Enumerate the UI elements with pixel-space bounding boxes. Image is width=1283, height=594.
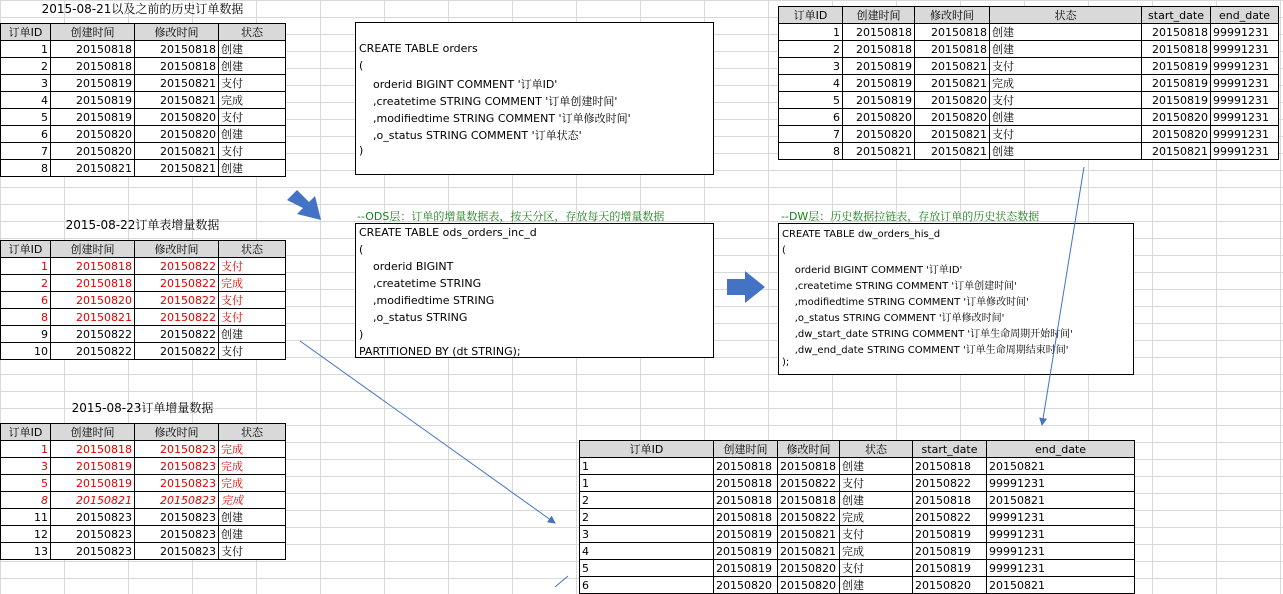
- sql-line: PARTITIONED BY (dt STRING);: [359, 345, 521, 358]
- table-cell: 20150818: [714, 492, 778, 509]
- table-cell: 99991231: [1211, 58, 1279, 75]
- table-cell: 20150821: [51, 309, 135, 326]
- ods-comment: --ODS层：订单的增量数据表，按天分区，存放每天的增量数据: [357, 210, 665, 223]
- table-cell: 13: [1, 543, 51, 560]
- table-cell: 11: [1, 509, 51, 526]
- table-cell: 3: [779, 58, 843, 75]
- column-header: end_date: [1211, 7, 1279, 24]
- table-cell: 20150821: [778, 543, 840, 560]
- table-cell: 20150818: [915, 24, 990, 41]
- sql-line: ,modifiedtime STRING COMMENT '订单修改时间': [782, 297, 1029, 308]
- table-cell: 99991231: [987, 543, 1135, 560]
- sql-line: ,o_status STRING COMMENT '订单修改时间': [782, 313, 1005, 324]
- table-cell: 20150818: [51, 441, 135, 458]
- table-cell: 99991231: [1211, 109, 1279, 126]
- table-cell: 20150821: [987, 492, 1135, 509]
- table-cell: 支付: [219, 292, 286, 309]
- sql-line: ): [359, 144, 364, 157]
- table-cell: 99991231: [987, 526, 1135, 543]
- column-header: 修改时间: [135, 24, 219, 41]
- table-cell: 20150818: [843, 41, 915, 58]
- table-cell: 20150818: [913, 492, 987, 509]
- sql-line: ,modifiedtime STRING COMMENT '订单修改时间': [359, 112, 631, 125]
- sql-line: ,dw_start_date STRING COMMENT '订单生命周期开始时间': [782, 329, 1073, 340]
- column-header: 创建时间: [51, 424, 135, 441]
- table-cell: 创建: [219, 326, 286, 343]
- table-cell: 20150818: [1142, 24, 1211, 41]
- table-cell: 20150819: [913, 560, 987, 577]
- sql-line: ,createtime STRING: [359, 277, 482, 290]
- column-header: 状态: [219, 24, 286, 41]
- column-header: 修改时间: [915, 7, 990, 24]
- table-cell: 20150819: [714, 560, 778, 577]
- table-cell: 20150821: [135, 92, 219, 109]
- table-cell: 2: [580, 509, 714, 526]
- table-cell: 3: [1, 75, 51, 92]
- table-cell: 99991231: [987, 509, 1135, 526]
- table-cell: 20150819: [913, 526, 987, 543]
- column-header: start_date: [1142, 7, 1211, 24]
- table-cell: 完成: [219, 441, 286, 458]
- table-cell: 20150820: [51, 292, 135, 309]
- table-cell: 99991231: [987, 475, 1135, 492]
- table-cell: 20150819: [913, 543, 987, 560]
- table-cell: 20150818: [51, 41, 135, 58]
- sql-line: CREATE TABLE orders: [359, 42, 478, 55]
- table-cell: 支付: [219, 75, 286, 92]
- table-cell: 20150822: [778, 475, 840, 492]
- table-cell: 创建: [840, 492, 913, 509]
- column-header: 状态: [990, 7, 1142, 24]
- sql-line: ,dw_end_date STRING COMMENT '订单生命周期结束时间': [782, 345, 1069, 356]
- sql-line: orderid BIGINT COMMENT '订单ID': [359, 78, 558, 91]
- table-cell: 支付: [990, 92, 1142, 109]
- table-cell: 20150820: [913, 577, 987, 594]
- table-cell: 20150823: [51, 543, 135, 560]
- table-cell: 支付: [219, 309, 286, 326]
- table-cell: 99991231: [1211, 143, 1279, 160]
- table-cell: 20150821: [51, 160, 135, 177]
- table-cell: 20150818: [51, 258, 135, 275]
- sql-line: ,modifiedtime STRING: [359, 294, 495, 307]
- table-cell: 支付: [990, 126, 1142, 143]
- table-cell: 99991231: [1211, 75, 1279, 92]
- table-cell: 20150820: [843, 126, 915, 143]
- sql-line: CREATE TABLE ods_orders_inc_d: [359, 226, 537, 239]
- dw-comment: --DW层：历史数据拉链表，存放订单的历史状态数据: [781, 210, 1040, 223]
- table-cell: 5: [1, 475, 51, 492]
- table-cell: 20150820: [135, 126, 219, 143]
- table-cell: 4: [779, 75, 843, 92]
- table-cell: 完成: [219, 458, 286, 475]
- table-cell: 99991231: [1211, 126, 1279, 143]
- table-cell: 20150821: [51, 492, 135, 509]
- column-header: 订单ID: [580, 441, 714, 458]
- table-cell: 完成: [219, 492, 286, 509]
- table-cell: 20150822: [51, 326, 135, 343]
- column-header: 订单ID: [1, 424, 51, 441]
- table-cell: 3: [1, 458, 51, 475]
- table-cell: 20150823: [135, 475, 219, 492]
- column-header: 创建时间: [51, 24, 135, 41]
- table-cell: 支付: [219, 109, 286, 126]
- table-cell: 99991231: [1211, 92, 1279, 109]
- table-cell: 20150819: [1142, 92, 1211, 109]
- column-header: 订单ID: [779, 7, 843, 24]
- column-header: 订单ID: [1, 241, 51, 258]
- table-cell: 7: [779, 126, 843, 143]
- table-cell: 20150819: [51, 458, 135, 475]
- table-cell: 5: [580, 560, 714, 577]
- table-cell: 20150823: [51, 526, 135, 543]
- table-cell: 20150823: [135, 441, 219, 458]
- table-cell: 20150818: [135, 58, 219, 75]
- table-cell: 创建: [219, 160, 286, 177]
- sql-line: ,o_status STRING COMMENT '订单状态': [359, 129, 582, 142]
- table-cell: 20150821: [135, 143, 219, 160]
- table-cell: 9: [1, 326, 51, 343]
- table-cell: 20150822: [51, 343, 135, 360]
- table-cell: 2: [580, 492, 714, 509]
- sql-line: ,o_status STRING: [359, 311, 468, 324]
- table-cell: 20150819: [51, 109, 135, 126]
- table-cell: 20150823: [135, 509, 219, 526]
- table-cell: 20150820: [778, 577, 840, 594]
- table-cell: 完成: [840, 509, 913, 526]
- table-cell: 20150818: [714, 475, 778, 492]
- table-cell: 支付: [990, 58, 1142, 75]
- table-cell: 支付: [219, 543, 286, 560]
- table-cell: 2: [779, 41, 843, 58]
- table-cell: 20150818: [51, 58, 135, 75]
- table-cell: 20150818: [778, 458, 840, 475]
- table-cell: 20150818: [1142, 41, 1211, 58]
- table-cell: 1: [779, 24, 843, 41]
- table-cell: 99991231: [1211, 41, 1279, 58]
- table-cell: 1: [1, 41, 51, 58]
- table-cell: 4: [1, 92, 51, 109]
- table-cell: 20150821: [915, 126, 990, 143]
- table-cell: 20150823: [135, 492, 219, 509]
- table-cell: 支付: [840, 560, 913, 577]
- sql-line: (: [782, 245, 786, 256]
- table-cell: 创建: [840, 458, 913, 475]
- table-cell: 20150821: [915, 75, 990, 92]
- table-cell: 20150823: [135, 526, 219, 543]
- table-cell: 创建: [990, 109, 1142, 126]
- table-cell: 20150819: [51, 75, 135, 92]
- table-cell: 20150822: [913, 509, 987, 526]
- sql-line: (: [359, 59, 364, 72]
- column-header: 状态: [219, 424, 286, 441]
- table-cell: 20150821: [843, 143, 915, 160]
- table-cell: 1: [580, 458, 714, 475]
- table-cell: 2: [1, 275, 51, 292]
- sql-line: ): [359, 328, 364, 341]
- table-cell: 20150821: [135, 160, 219, 177]
- table-cell: 创建: [840, 577, 913, 594]
- table-cell: 20150819: [843, 92, 915, 109]
- table-cell: 支付: [219, 258, 286, 275]
- table-cell: 创建: [219, 526, 286, 543]
- column-header: 订单ID: [1, 24, 51, 41]
- column-header: start_date: [913, 441, 987, 458]
- sql-line: (: [359, 243, 364, 256]
- table-cell: 8: [779, 143, 843, 160]
- table-cell: 20150821: [915, 143, 990, 160]
- table-cell: 创建: [219, 58, 286, 75]
- table-cell: 完成: [219, 92, 286, 109]
- sql-line: orderid BIGINT COMMENT '订单ID': [782, 265, 963, 276]
- column-header: 状态: [219, 241, 286, 258]
- column-header: 状态: [840, 441, 913, 458]
- table-cell: 20150821: [987, 458, 1135, 475]
- table-cell: 8: [1, 492, 51, 509]
- table-cell: 创建: [990, 24, 1142, 41]
- table-cell: 20150822: [778, 509, 840, 526]
- table-cell: 20150822: [913, 475, 987, 492]
- column-header: 创建时间: [714, 441, 778, 458]
- table-cell: 20150821: [778, 526, 840, 543]
- table-cell: 支付: [219, 143, 286, 160]
- table-cell: 20150820: [1142, 109, 1211, 126]
- table-cell: 12: [1, 526, 51, 543]
- table-cell: 20150820: [135, 109, 219, 126]
- table-cell: 7: [1, 143, 51, 160]
- table-cell: 20150819: [714, 543, 778, 560]
- table-cell: 支付: [840, 526, 913, 543]
- table-cell: 20150822: [135, 343, 219, 360]
- table-cell: 8: [1, 160, 51, 177]
- table-cell: 20150822: [135, 309, 219, 326]
- table-cell: 20150820: [778, 560, 840, 577]
- table-cell: 20150819: [1142, 75, 1211, 92]
- column-header: 修改时间: [778, 441, 840, 458]
- table-cell: 20150821: [987, 577, 1135, 594]
- table-cell: 6: [1, 126, 51, 143]
- column-header: 创建时间: [51, 241, 135, 258]
- table-cell: 20150821: [915, 58, 990, 75]
- table-cell: 20150819: [843, 58, 915, 75]
- table-cell: 创建: [219, 126, 286, 143]
- table-cell: 4: [580, 543, 714, 560]
- sql-line: CREATE TABLE dw_orders_his_d: [782, 229, 941, 240]
- table-cell: 20150820: [915, 109, 990, 126]
- sql-line: ,createtime STRING COMMENT '订单创建时间': [359, 95, 618, 108]
- table-cell: 创建: [219, 509, 286, 526]
- sql-line: );: [782, 357, 790, 368]
- table-cell: 20150818: [714, 458, 778, 475]
- table-cell: 20150822: [135, 326, 219, 343]
- table-cell: 5: [1, 109, 51, 126]
- table-cell: 20150818: [135, 41, 219, 58]
- table-cell: 完成: [990, 75, 1142, 92]
- table1-title: 2015-08-21以及之前的历史订单数据: [41, 2, 244, 16]
- table3-title: 2015-08-23订单增量数据: [71, 401, 214, 415]
- table-cell: 20150819: [843, 75, 915, 92]
- table-cell: 20150821: [135, 75, 219, 92]
- table-cell: 1: [580, 475, 714, 492]
- table-cell: 20150823: [135, 543, 219, 560]
- table-cell: 3: [580, 526, 714, 543]
- table-cell: 20150818: [714, 509, 778, 526]
- table2-title: 2015-08-22订单表增量数据: [65, 218, 220, 232]
- table-cell: 20150819: [51, 475, 135, 492]
- table-cell: 支付: [219, 343, 286, 360]
- table-cell: 6: [779, 109, 843, 126]
- table-cell: 20150822: [135, 258, 219, 275]
- table-cell: 2: [1, 58, 51, 75]
- table-cell: 20150819: [714, 526, 778, 543]
- table-cell: 20150822: [135, 275, 219, 292]
- column-header: 创建时间: [843, 7, 915, 24]
- table-cell: 20150818: [915, 41, 990, 58]
- table-cell: 5: [779, 92, 843, 109]
- table-cell: 20150823: [51, 509, 135, 526]
- table-cell: 10: [1, 343, 51, 360]
- sql-line: ,createtime STRING COMMENT '订单创建时间': [782, 281, 1017, 292]
- table-cell: 99991231: [987, 560, 1135, 577]
- table-cell: 8: [1, 309, 51, 326]
- table-cell: 20150823: [135, 458, 219, 475]
- table-cell: 6: [580, 577, 714, 594]
- table-cell: 1: [1, 441, 51, 458]
- table-cell: 创建: [990, 41, 1142, 58]
- table-cell: 99991231: [1211, 24, 1279, 41]
- table-cell: 20150820: [51, 143, 135, 160]
- column-header: 修改时间: [135, 241, 219, 258]
- table-cell: 完成: [840, 543, 913, 560]
- table-cell: 20150818: [51, 275, 135, 292]
- table-cell: 创建: [990, 143, 1142, 160]
- table-cell: 20150818: [778, 492, 840, 509]
- table-cell: 20150820: [1142, 126, 1211, 143]
- table-cell: 20150820: [51, 126, 135, 143]
- table-cell: 20150821: [1142, 143, 1211, 160]
- column-header: end_date: [987, 441, 1135, 458]
- table-cell: 创建: [219, 41, 286, 58]
- table-cell: 20150818: [913, 458, 987, 475]
- table-cell: 6: [1, 292, 51, 309]
- table-cell: 20150820: [843, 109, 915, 126]
- sql-line: orderid BIGINT: [359, 260, 454, 273]
- table-cell: 完成: [219, 275, 286, 292]
- table-cell: 1: [1, 258, 51, 275]
- column-header: 修改时间: [135, 424, 219, 441]
- table-cell: 完成: [219, 475, 286, 492]
- table-cell: 20150819: [51, 92, 135, 109]
- table-cell: 支付: [840, 475, 913, 492]
- table-cell: 20150818: [843, 24, 915, 41]
- table-cell: 20150820: [714, 577, 778, 594]
- table-cell: 20150822: [135, 292, 219, 309]
- table-cell: 20150820: [915, 92, 990, 109]
- table-cell: 20150819: [1142, 58, 1211, 75]
